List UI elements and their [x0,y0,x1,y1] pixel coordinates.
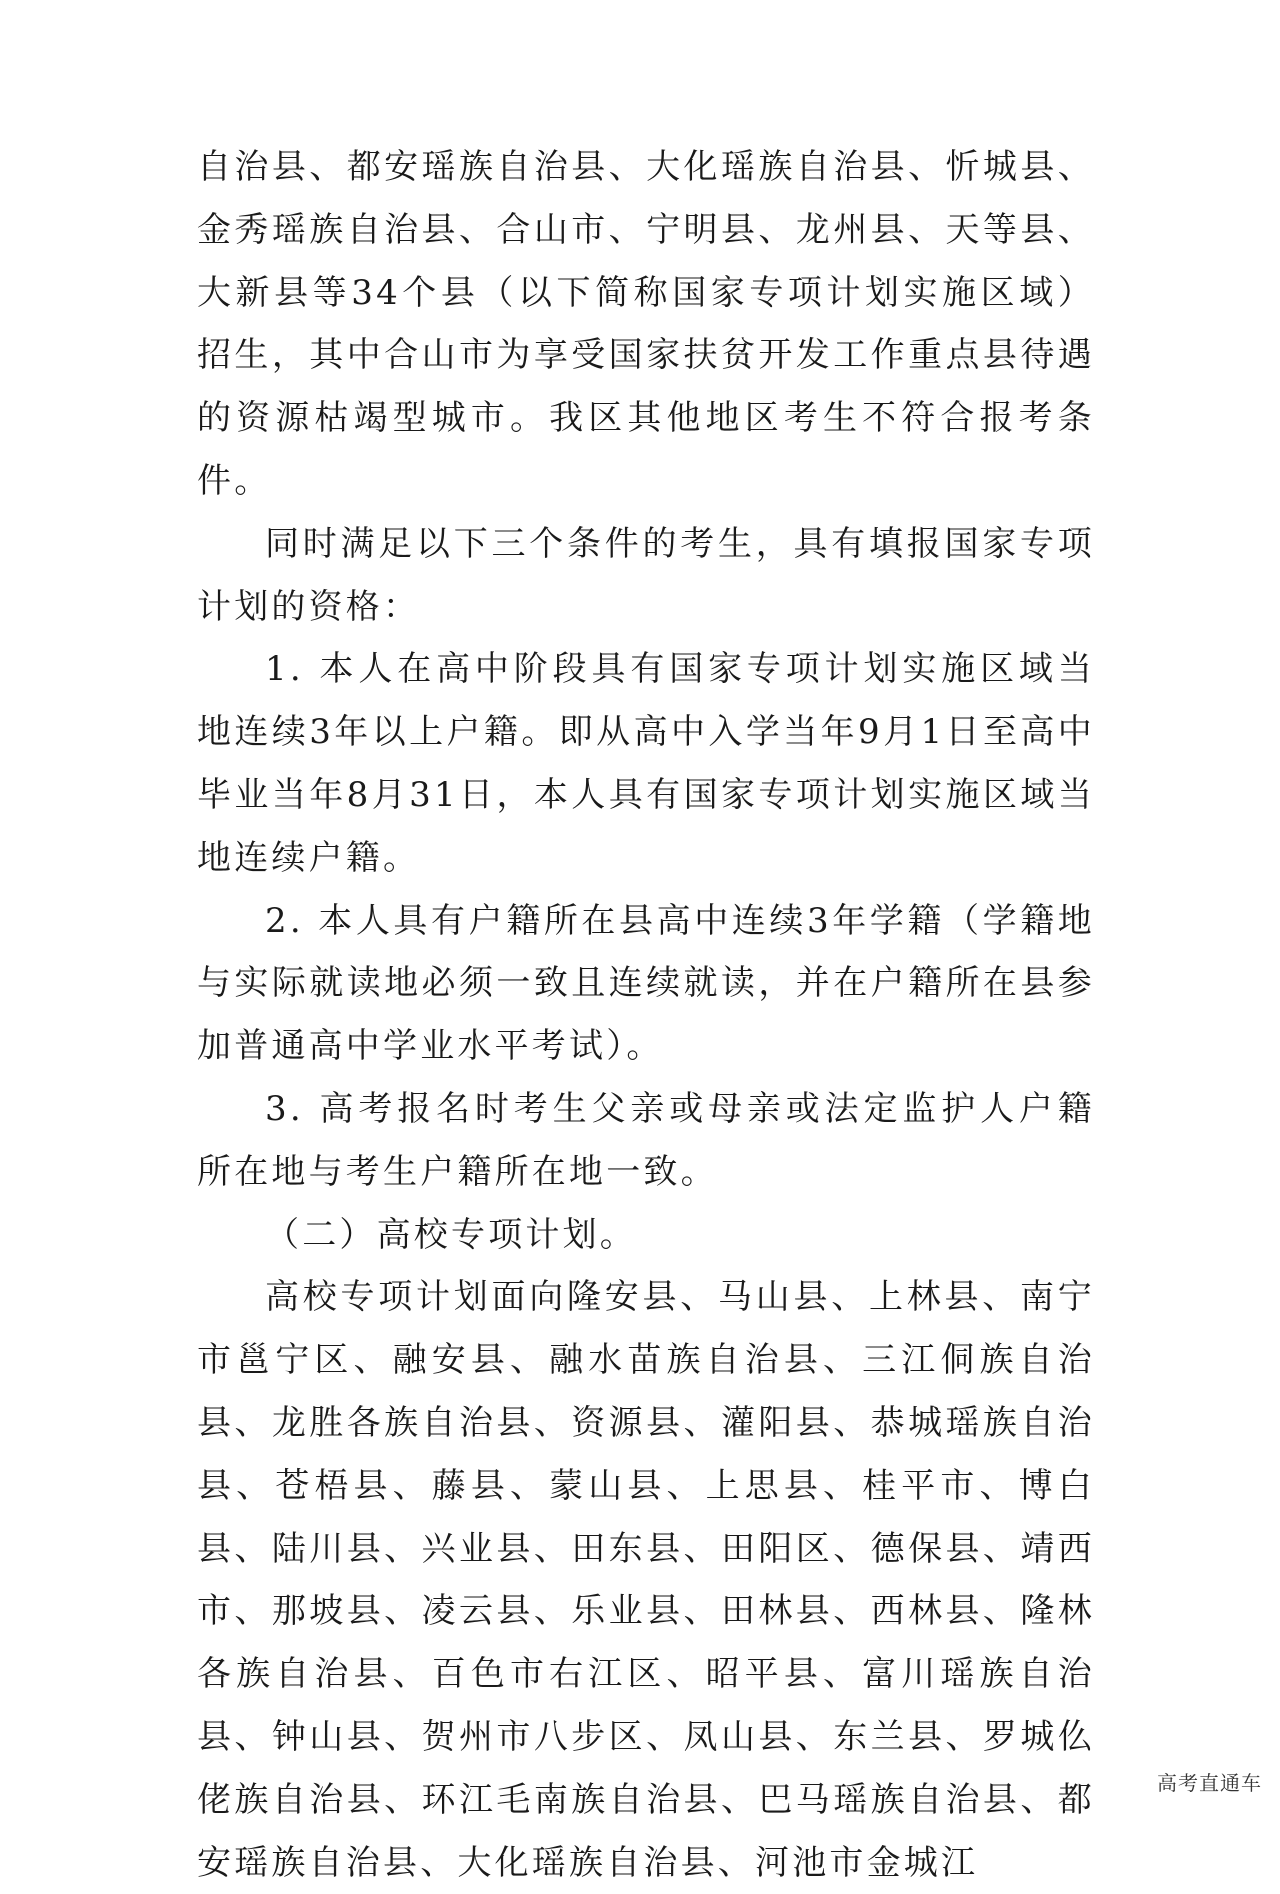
document-body [197,136,1095,1894]
paragraph-eligible-counties: 自治县、都安瑶族自治县、大化瑶族自治县、忻城县、金秀瑶族自治县、合山市、宁明县、龙州县、天等县、大新县等34个县（以下简称国家专项计划实施区域）招生，其中合山市为享受国家扶贫开发工作重点县待遇的资源枯竭型城市。我区其他地区考生不符合报考条件。 [197,147,1095,501]
paragraph-conditions-intro: 同时满足以下三个条件的考生，具有填报国家专项计划的资格： [197,523,1095,627]
paragraph-university-plan-counties: 高校专项计划面向隆安县、马山县、上林县、南宁市邕宁区、融安县、融水苗族自治县、三江侗族自治县、龙胜各族自治县、资源县、灌阳县、恭城瑶族自治县、苍梧县、藤县、蒙山县、上思县、桂平市、博白县、陆川县、兴业县、田东县、田阳区、德保县、靖西市、那坡县、凌云县、乐业县、田林县、西林县、隆林各族自治县、百色市右江区、昭平县、富川瑶族自治县、钟山县、贺州市八步区、凤山县、东兰县、罗城仫佬族自治县、环江毛南族自治县、巴马瑶族自治县、都安瑶族自治县、大化瑶族自治县、河池市金城江 [197,1277,1095,1883]
paragraph-condition-1: 1. 本人在高中阶段具有国家专项计划实施区域当地连续3年以上户籍。即从高中入学当年9月1日至高中毕业当年8月31日，本人具有国家专项计划实施区域当地连续户籍。 [197,649,1095,878]
section-heading-university-plan: （二）高校专项计划。 [265,1214,637,1255]
paragraph-condition-2: 2. 本人具有户籍所在县高中连续3年学籍（学籍地与实际就读地必须一致且连续就读，并在户籍所在县参加普通高中学业水平考试）。 [197,900,1095,1067]
paragraph-condition-3: 3. 高考报名时考生父亲或母亲或法定监护人户籍所在地与考生户籍所在地一致。 [197,1088,1095,1192]
watermark-text: 高考直通车 [1157,1771,1262,1795]
